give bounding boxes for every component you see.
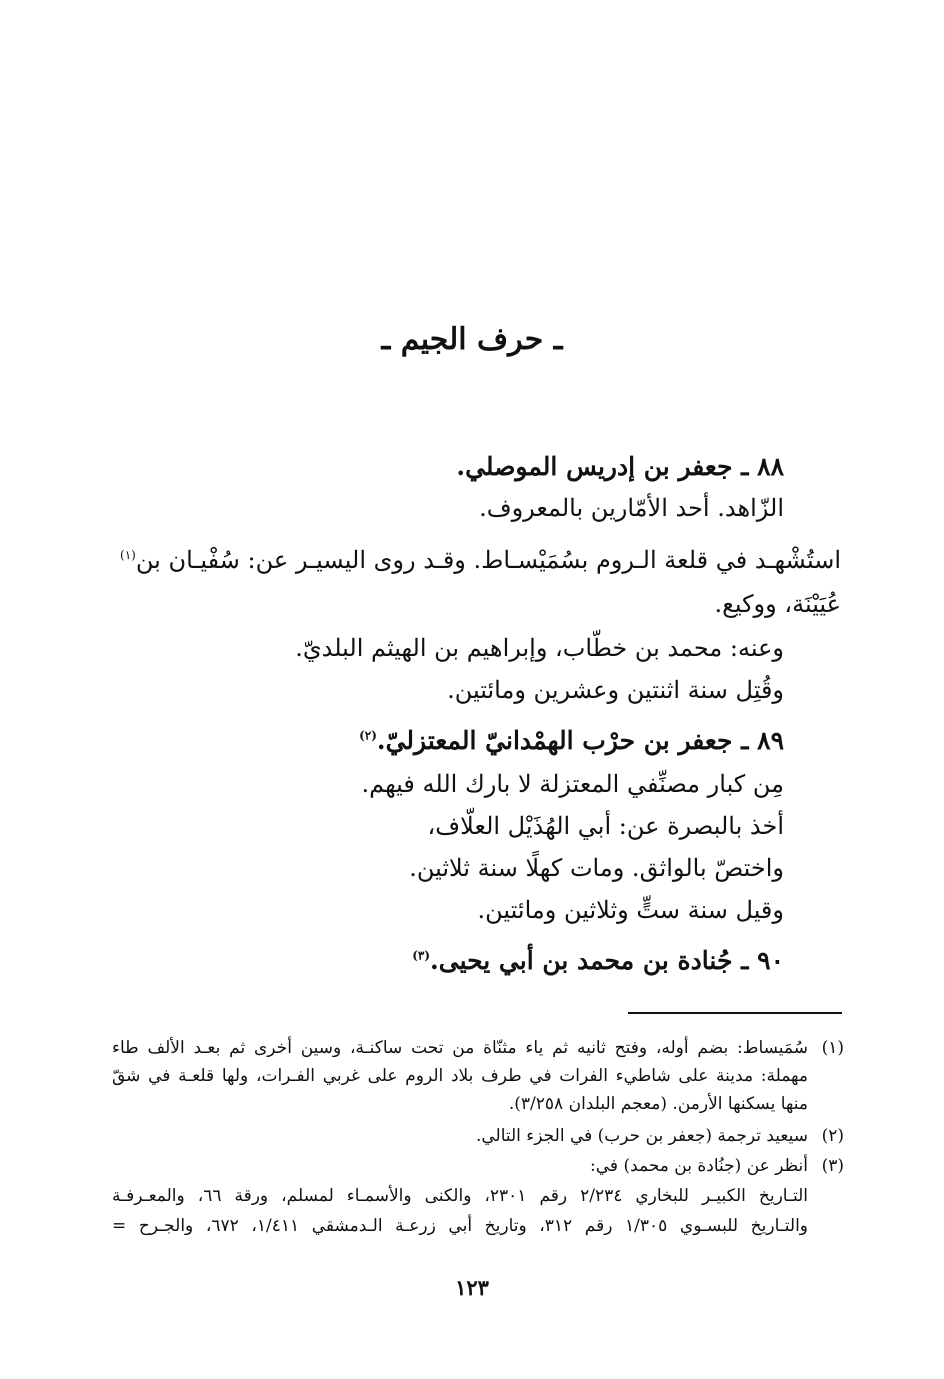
entry-89-heading xyxy=(359,726,784,755)
entry-89-line-3: واختصّ بالواثق. ومات كهلًا سنة ثلاثين. xyxy=(409,854,784,882)
footnote-3-line-2: التـاريخ الكبيـر للبخاري ٢/٢٣٤ رقم ٢٣٠١، والكنى والأسمـاء لمسلم، ورقة ٦٦، والمعـرفـة xyxy=(112,1186,808,1206)
footnote-ref-2: (٢) xyxy=(359,728,377,743)
entry-90-heading xyxy=(412,946,784,975)
entry-89-heading-text: ٨٩ ـ جعفر بن حرْب الهمْدانيّ المعتزليّ. xyxy=(376,726,784,755)
entry-88-heading-text: ٨٨ ـ جعفر بن إدريس الموصلي. xyxy=(456,452,784,481)
footnote-1-line-2: مهملة: مدينة على شاطيء الفرات في طرف بلاد الروم على غربي الفـرات، ولها قلعـة في شقّ xyxy=(112,1066,808,1086)
footnote-2-marker: (٢) xyxy=(821,1126,844,1146)
entry-88-line-1: الزّاهد. أحد الأمّارين بالمعروف. xyxy=(479,494,784,522)
page-number: ١٢٣ xyxy=(455,1275,489,1300)
footnote-ref-1: (١) xyxy=(120,548,136,562)
entry-90-heading-text: ٩٠ ـ جُنادة بن محمد بن أبي يحيى. xyxy=(430,946,784,975)
entry-88-line-3: عُيَيْنَة، ووكيع. xyxy=(714,590,841,618)
entry-88-heading xyxy=(456,452,784,481)
footnote-separator xyxy=(628,1012,842,1014)
footnote-3-line-3: والتـاريخ للبسـوي ١/٣٠٥ رقم ٣١٢، وتاريخ أبي زرعـة الـدمشقي ١/٤١١، ٦٧٢، والجـرح = xyxy=(112,1216,809,1236)
entry-88-line-2 xyxy=(120,546,841,574)
entry-88-line-4: وعنه: محمد بن خطّاب، وإبراهيم بن الهيثم البلديّ. xyxy=(295,634,784,662)
footnote-1-line-3: منها يسكنها الأرمن. (معجم البلدان ٣/٢٥٨). xyxy=(508,1094,808,1114)
footnote-3-marker: (٣) xyxy=(821,1156,844,1176)
entry-88-line-2-text: استُشْهـد في قلعة الـروم بسُمَيْسـاط. وقـد روى اليسيـر عن: سُفْيـان بن xyxy=(135,546,841,574)
entry-88-line-5: وقُتِل سنة اثنتين وعشرين ومائتين. xyxy=(447,676,784,704)
entry-89-line-1: مِن كبار مصنِّفي المعتزلة لا بارك الله فيهم. xyxy=(361,770,784,798)
footnote-3-line-1: أنظر عن (جنُادة بن محمد) في: xyxy=(590,1156,808,1176)
entry-89-line-4: وقيل سنة ستٍّ وثلاثين ومائتين. xyxy=(477,896,784,924)
chapter-title: ـ حرف الجيم ـ xyxy=(381,322,563,357)
footnote-ref-3: (٣) xyxy=(412,948,431,963)
footnote-1-marker: (١) xyxy=(821,1038,844,1058)
entry-89-line-2: أخذ بالبصرة عن: أبي الهُذَيْل العلّاف، xyxy=(427,812,784,840)
footnote-1-line-1: سُمَيساط: بضم أوله، وفتح ثانيه ثم ياء مثنّاة من تحت ساكنـة، وسين أخرى ثم بعـد الألف طاء xyxy=(112,1038,808,1058)
footnote-2-line-1: سيعيد ترجمة (جعفر بن حرب) في الجزء التالي. xyxy=(475,1126,808,1146)
